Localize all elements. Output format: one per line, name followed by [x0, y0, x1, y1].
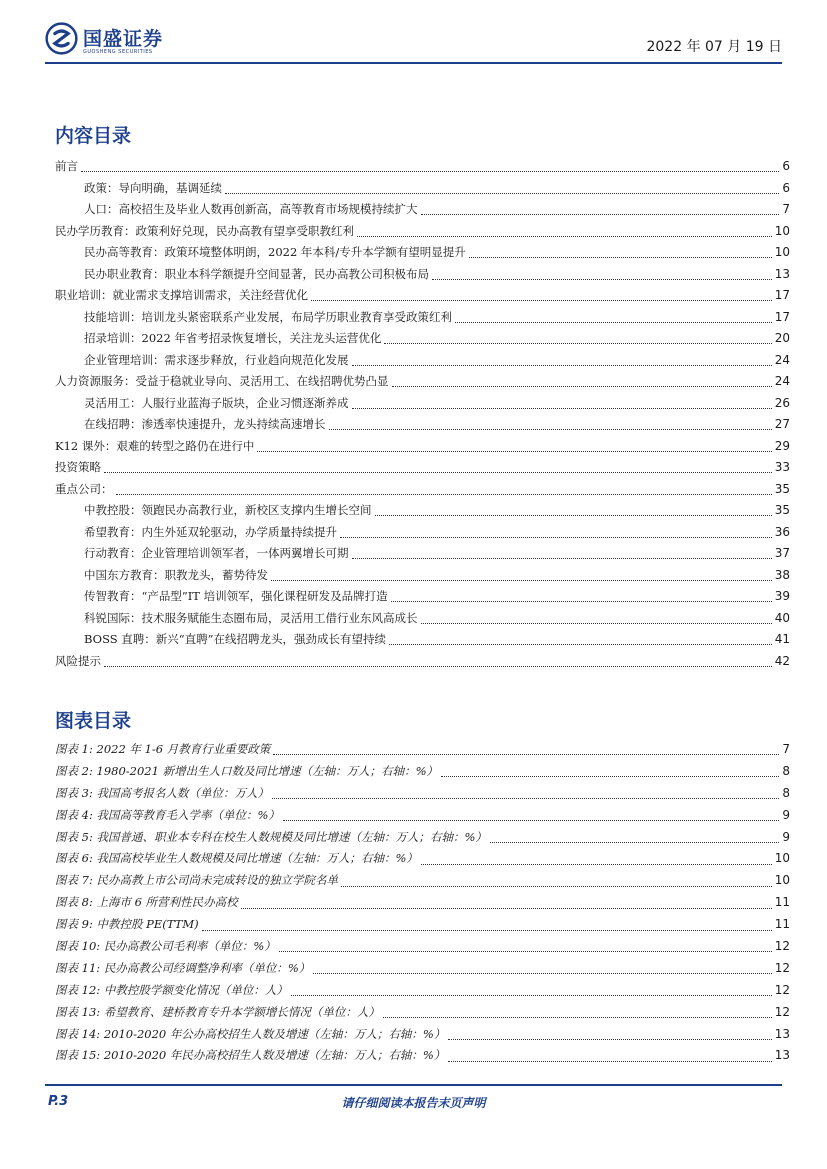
- figure-entry-text: 图表 15: 2010-2020 年民办高校招生人数及增速（左轴：万人；右轴：%）: [55, 1048, 446, 1063]
- toc-entry-page: 35: [774, 481, 790, 496]
- toc-entry-text: 民办高等教育：政策环境整体明朗，2022 年本科/专升本学额有望明显提升: [84, 245, 466, 259]
- dot-leader: [81, 171, 779, 172]
- figure-entry-page: 12: [774, 982, 790, 997]
- toc-entry-page: 6: [782, 159, 790, 173]
- dot-leader: [225, 193, 779, 194]
- figure-entry[interactable]: [55, 741, 790, 763]
- toc-entry-page: 41: [774, 632, 790, 646]
- figure-entry[interactable]: [55, 960, 790, 982]
- toc-entry[interactable]: [55, 330, 790, 352]
- dot-leader: [448, 1061, 771, 1062]
- figure-entry-page: 11: [774, 917, 790, 932]
- guosheng-logo-icon: [45, 22, 78, 55]
- dot-leader: [271, 580, 772, 581]
- toc-entry-page: 17: [774, 309, 790, 324]
- page-header: [45, 20, 782, 65]
- dot-leader: [421, 623, 772, 624]
- figure-entry-page: 7: [782, 742, 790, 756]
- toc-entry-page: 27: [774, 417, 790, 431]
- toc-entry-page: 39: [774, 589, 790, 603]
- toc-entry-page: 37: [774, 546, 790, 560]
- figure-entry-text: 图表 7: 民办高教上市公司尚未完成转设的独立学院名单: [55, 873, 338, 888]
- dot-leader: [432, 279, 772, 280]
- dot-leader: [104, 666, 772, 667]
- toc-entry-page: 33: [774, 460, 790, 474]
- toc-entry[interactable]: [55, 416, 790, 438]
- toc-entry-page: 20: [774, 331, 790, 345]
- header-divider: [45, 62, 782, 64]
- report-date: 2022 年 07 月 19 日: [646, 39, 782, 55]
- toc-entry-page: 42: [774, 653, 790, 668]
- figure-entry-page: 10: [774, 873, 790, 888]
- dot-leader: [389, 644, 772, 645]
- toc-entry[interactable]: [55, 395, 790, 417]
- toc-entry-text: 中国东方教育：职教龙头，蓄势待发: [84, 567, 268, 582]
- figure-entry-page: 12: [774, 939, 790, 954]
- dot-leader: [313, 973, 771, 974]
- dot-leader: [311, 300, 772, 301]
- toc-entry[interactable]: [55, 201, 790, 223]
- dot-leader: [383, 1017, 772, 1018]
- figure-entry[interactable]: [55, 916, 790, 938]
- toc-entry-page: 26: [774, 395, 790, 410]
- disclaimer-note: 请仔细阅读本报告末页声明: [341, 1096, 486, 1110]
- figure-list-title: 图表目录: [55, 710, 132, 732]
- toc-list: [55, 158, 790, 674]
- dot-leader: [279, 951, 772, 952]
- figure-entry[interactable]: [55, 894, 790, 916]
- toc-entry[interactable]: [55, 524, 790, 546]
- toc-entry[interactable]: [55, 287, 790, 309]
- dot-leader: [329, 429, 772, 430]
- toc-entry-text: 投资策略: [55, 460, 101, 474]
- figure-entry[interactable]: [55, 1047, 790, 1069]
- toc-entry-page: 35: [774, 503, 790, 517]
- toc-entry[interactable]: [55, 266, 790, 288]
- dot-leader: [490, 842, 779, 843]
- figure-entry[interactable]: [55, 785, 790, 807]
- dot-leader: [441, 776, 779, 777]
- toc-entry-page: 17: [774, 288, 790, 302]
- toc-entry[interactable]: [55, 502, 790, 524]
- footer-divider: [45, 1084, 782, 1086]
- dot-leader: [352, 558, 772, 559]
- figure-entry[interactable]: [55, 938, 790, 960]
- toc-entry[interactable]: [55, 459, 790, 481]
- figure-entry[interactable]: [55, 829, 790, 851]
- figure-entry-page: 9: [782, 807, 790, 822]
- figure-entry-page: 13: [774, 1026, 790, 1041]
- toc-entry-text: 职业培训：就业需求支撑培训需求，关注经营优化: [55, 288, 308, 302]
- toc-entry[interactable]: [55, 180, 790, 202]
- page-number: P.3: [48, 1094, 69, 1109]
- toc-entry-text: 民办职业教育：职业本科学额提升空间显著，民办高教公司积极布局: [84, 266, 429, 281]
- dot-leader: [421, 864, 772, 865]
- dot-leader: [257, 451, 771, 452]
- dot-leader: [392, 386, 772, 387]
- figure-entry-text: 图表 8: 上海市 6 所营利性民办高校: [55, 895, 238, 910]
- figure-entry[interactable]: [55, 763, 790, 785]
- figure-entry-text: 图表 10: 民办高教公司毛利率（单位：%）: [55, 939, 276, 954]
- toc-entry[interactable]: [55, 653, 790, 675]
- dot-leader: [352, 408, 772, 409]
- toc-entry-page: 13: [774, 266, 790, 281]
- toc-entry-page: 24: [774, 352, 790, 367]
- toc-entry-text: K12 课外：艰难的转型之路仍在进行中: [55, 438, 255, 453]
- figure-entry-page: 11: [774, 895, 790, 910]
- toc-entry-text: 行动教育：企业管理培训领军者，一体两翼增长可期: [84, 546, 349, 560]
- figure-entry-text: 图表 13: 希望教育、建桥教育专升本学额增长情况（单位：人）: [55, 1004, 380, 1019]
- dot-leader: [202, 930, 772, 931]
- brand-subtitle: GUOSHENG SECURITIES: [83, 49, 153, 55]
- toc-entry-page: 10: [774, 223, 790, 238]
- figure-entry-page: 13: [774, 1048, 790, 1063]
- figure-entry-page: 12: [774, 960, 790, 975]
- dot-leader: [291, 995, 772, 996]
- toc-entry[interactable]: [55, 438, 790, 460]
- dot-leader: [273, 754, 779, 755]
- dot-leader: [340, 537, 772, 538]
- toc-entry-text: 中教控股：领跑民办高教行业，新校区支撑内生增长空间: [84, 503, 372, 517]
- toc-entry-text: 前言: [55, 159, 78, 173]
- toc-entry-page: 7: [782, 202, 790, 216]
- dot-leader: [352, 365, 772, 366]
- figure-entry-page: 9: [782, 829, 790, 844]
- toc-entry-page: 10: [774, 245, 790, 259]
- toc-entry-page: 38: [774, 567, 790, 582]
- toc-entry-text: 希望教育：内生外延双轮驱动，办学质量持续提升: [84, 524, 337, 539]
- toc-entry-text: 在线招聘：渗透率快速提升，龙头持续高速增长: [84, 417, 326, 431]
- dot-leader: [448, 1039, 771, 1040]
- toc-entry-text: BOSS 直聘：新兴“直聘”在线招聘龙头，强劲成长有望持续: [84, 632, 387, 646]
- figure-entry-text: 图表 2: 1980-2021 新增出生人口数及同比增速（左轴：万人；右轴：%）: [55, 763, 439, 778]
- toc-entry-text: 民办学历教育：政策利好兑现，民办高教有望享受职教红利: [55, 223, 354, 238]
- figure-entry-text: 图表 1: 2022 年 1-6 月教育行业重要政策: [55, 742, 271, 756]
- toc-entry[interactable]: [55, 610, 790, 632]
- figure-entry[interactable]: [55, 1026, 790, 1048]
- figure-entry-page: 12: [774, 1004, 790, 1019]
- toc-title: 内容目录: [55, 125, 132, 147]
- toc-entry-text: 技能培训：培训龙头紧密联系产业发展，布局学历职业教育享受政策红利: [84, 309, 452, 324]
- figure-entry-text: 图表 11: 民办高教公司经调整净利率（单位：%）: [55, 960, 311, 975]
- dot-leader: [341, 886, 772, 887]
- dot-leader: [241, 908, 772, 909]
- figure-entry[interactable]: [55, 807, 790, 829]
- toc-entry[interactable]: [55, 244, 790, 266]
- figure-entry-text: 图表 4: 我国高等教育毛入学率（单位：%）: [55, 807, 280, 822]
- toc-entry-text: 风险提示: [55, 653, 101, 668]
- figure-entry-page: 10: [774, 851, 790, 866]
- figure-entry[interactable]: [55, 982, 790, 1004]
- toc-entry[interactable]: [55, 567, 790, 589]
- figure-entry[interactable]: [55, 1004, 790, 1026]
- toc-entry-text: 企业管理培训：需求逐步释放，行业趋向规范化发展: [84, 352, 349, 367]
- toc-entry[interactable]: [55, 373, 790, 395]
- toc-entry-text: 人口：高校招生及毕业人数再创新高，高等教育市场规模持续扩大: [84, 202, 418, 216]
- figure-entry-text: 图表 12: 中教控股学额变化情况（单位：人）: [55, 982, 288, 997]
- dot-leader: [455, 322, 772, 323]
- toc-entry[interactable]: [55, 588, 790, 610]
- figure-entry-text: 图表 9: 中教控股 PE(TTM): [55, 917, 199, 932]
- toc-entry-text: 科锐国际：技术服务赋能生态圈布局，灵活用工借行业东风高成长: [84, 610, 418, 625]
- dot-leader: [116, 494, 772, 495]
- brand-name: 国盛证券: [83, 28, 164, 50]
- dot-leader: [421, 214, 780, 215]
- toc-entry-page: 24: [774, 374, 790, 388]
- toc-entry-page: 29: [774, 438, 790, 453]
- figure-entry-text: 图表 5: 我国普通、职业本专科在校生人数规模及同比增速（左轴：万人；右轴：%）: [55, 829, 487, 844]
- figure-entry-page: 8: [782, 785, 790, 800]
- toc-entry[interactable]: [55, 223, 790, 245]
- toc-entry[interactable]: [55, 545, 790, 567]
- toc-entry-text: 人力资源服务：受益于稳就业导向、灵活用工、在线招聘优势凸显: [55, 374, 389, 388]
- figure-entry-text: 图表 3: 我国高考报名人数（单位：万人）: [55, 785, 270, 800]
- toc-entry-page: 40: [774, 610, 790, 625]
- toc-entry-text: 灵活用工：人服行业蓝海子版块，企业习惯逐渐养成: [84, 395, 349, 410]
- dot-leader: [391, 601, 772, 602]
- toc-entry-text: 重点公司：: [55, 481, 113, 496]
- toc-entry[interactable]: [55, 631, 790, 653]
- figure-entry[interactable]: [55, 850, 790, 872]
- toc-entry-text: 政策：导向明确，基调延续: [84, 180, 222, 195]
- dot-leader: [384, 343, 771, 344]
- dot-leader: [283, 820, 779, 821]
- toc-entry-page: 6: [782, 180, 790, 195]
- dot-leader: [104, 472, 772, 473]
- toc-entry[interactable]: [55, 481, 790, 503]
- dot-leader: [357, 236, 772, 237]
- figure-entry-text: 图表 6: 我国高校毕业生人数规模及同比增速（左轴：万人；右轴：%）: [55, 851, 418, 866]
- figure-entry[interactable]: [55, 872, 790, 894]
- dot-leader: [469, 257, 772, 258]
- toc-entry[interactable]: [55, 352, 790, 374]
- figure-entry-page: 8: [782, 763, 790, 778]
- figure-entry-text: 图表 14: 2010-2020 年公办高校招生人数及增速（左轴：万人；右轴：%）: [55, 1026, 446, 1041]
- toc-entry-text: 传智教育：“产品型”IT 培训领军，强化课程研发及品牌打造: [84, 589, 388, 603]
- dot-leader: [375, 515, 772, 516]
- toc-entry-text: 招录培训：2022 年省考招录恢复增长，关注龙头运营优化: [84, 331, 382, 345]
- dot-leader: [272, 798, 779, 799]
- toc-entry[interactable]: [55, 309, 790, 331]
- toc-entry-page: 36: [774, 524, 790, 539]
- figure-list: [55, 741, 790, 1069]
- toc-entry[interactable]: [55, 158, 790, 180]
